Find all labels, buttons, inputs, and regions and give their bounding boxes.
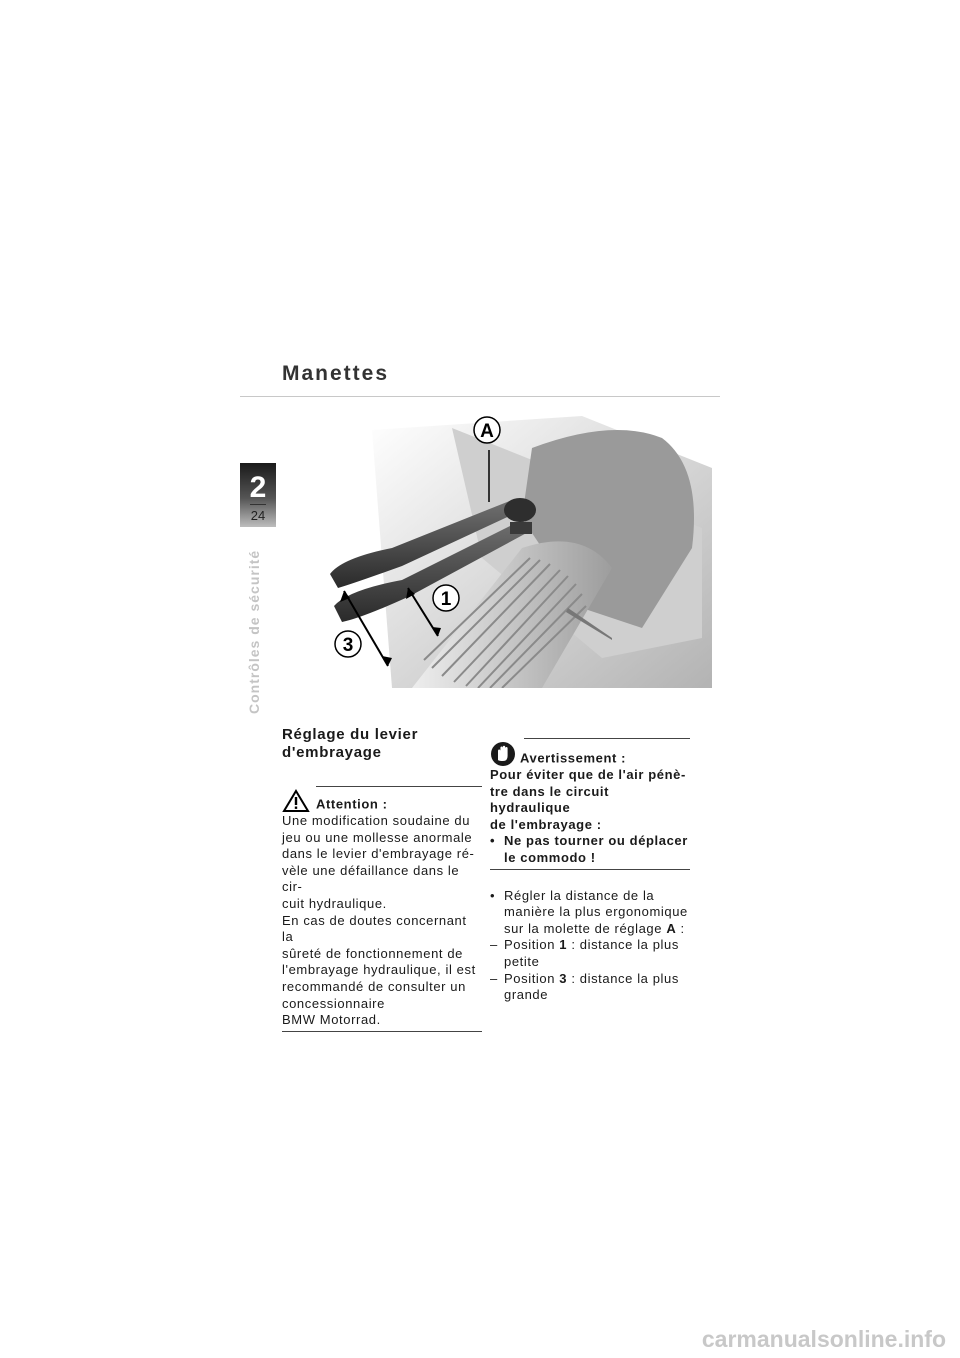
- warning-header: [490, 741, 690, 767]
- attention-title: Attention :: [316, 796, 388, 812]
- right-column: [490, 738, 690, 1004]
- warning-text: Pour éviter que de l'air pénè- tre dans le circuit hydraulique de l'embrayage : • Ne pas tourner ou déplacer le commodo !: [490, 767, 690, 867]
- section-heading: Réglage du levier d'embrayage: [282, 726, 419, 761]
- attention-header: [282, 789, 482, 813]
- chapter-number: 2: [249, 471, 267, 504]
- position-1-item: – Position 1 : distance la plus petite: [490, 937, 679, 969]
- instruction-step: • Régler la distance de la manière la plus ergonomique sur la molette de réglage A :: [490, 887, 688, 936]
- attention-text: Une modification soudaine du jeu ou une mollesse anormale dans le levier d'embrayage ré- vèle une défaillance dans le cir- cuit hydraulique. En cas de doutes concernant la sûreté de fonctionnement de l'embrayage hydraulique, il est recommandé de consulter un concessionnaire BMW Motorrad.: [282, 813, 476, 1028]
- warning-top-rule: [524, 738, 690, 739]
- title-divider: [240, 396, 720, 397]
- page-title: Manettes: [282, 362, 390, 385]
- warning-bullet: • Ne pas tourner ou déplacer le commodo !: [490, 833, 688, 865]
- watermark: carmanualsonline.info: [701, 1326, 946, 1352]
- attention-top-rule: [316, 786, 482, 787]
- position-3-item: – Position 3 : distance la plus grande: [490, 970, 679, 1003]
- attention-bottom-rule: [282, 1031, 482, 1032]
- page-number: 24: [250, 508, 266, 523]
- stop-hand-icon: [490, 741, 516, 767]
- label-3: 3: [342, 635, 354, 656]
- label-a: A: [480, 421, 494, 442]
- chapter-divider: [250, 504, 266, 505]
- warning-triangle-icon: [282, 789, 310, 813]
- warning-title: Avertissement :: [520, 750, 627, 766]
- label-1: 1: [440, 589, 452, 610]
- chapter-side-label: Contrôles de sécurité: [246, 549, 262, 714]
- left-column: [282, 726, 482, 1032]
- clutch-lever-photo: [282, 408, 712, 688]
